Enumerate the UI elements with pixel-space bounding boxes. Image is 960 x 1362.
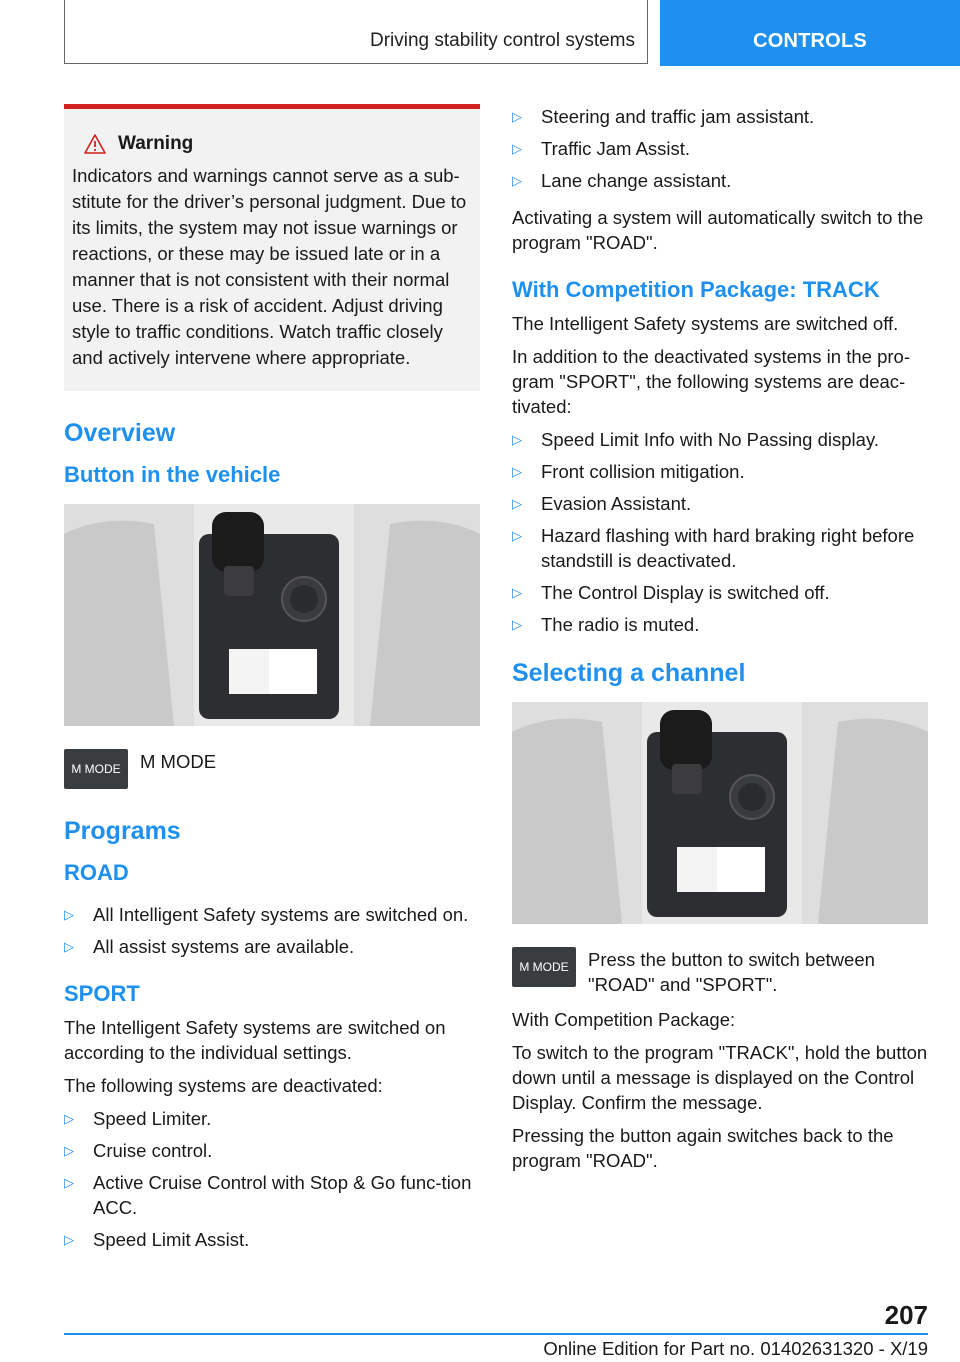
warning-title: Warning xyxy=(118,133,194,154)
center-console-photo xyxy=(64,504,480,726)
selecting-channel-heading: Selecting a channel xyxy=(512,659,746,687)
press-button-text: Press the button to switch between "ROAD" and "SPORT". xyxy=(588,949,875,995)
sport-list-left xyxy=(64,1106,480,1252)
mmode-caption-row xyxy=(64,749,480,789)
track-lead: In addition to the deactivated systems in the pro-gram "SPORT", the following systems are deac-tivated: xyxy=(512,346,910,417)
sport-list-right xyxy=(512,104,930,193)
list-item: ▷ Cruise control. xyxy=(64,1140,213,1161)
list-item: ▷ Hazard flashing with hard braking right before standstill is deactivated. xyxy=(512,525,915,571)
list-item: ▷ Speed Limit Info with No Passing display. xyxy=(512,429,879,450)
footer-edition: Online Edition for Part no. 01402631320 - X/19 xyxy=(543,1338,928,1359)
switch-back-text: Pressing the button again switches back to the program "ROAD". xyxy=(512,1125,894,1171)
list-item: ▷ The Control Display is switched off. xyxy=(512,582,830,603)
header-section-label: CONTROLS xyxy=(753,30,867,52)
track-switch-text: To switch to the program "TRACK", hold the button down until a message is displayed on the Control Display. Confirm the message. xyxy=(512,1042,928,1113)
bullet-triangle-icon: ▷ xyxy=(512,432,522,447)
bullet-triangle-icon: ▷ xyxy=(512,585,522,600)
list-item: ▷ Traffic Jam Assist. xyxy=(512,138,691,159)
bullet-triangle-icon: ▷ xyxy=(512,496,522,511)
list-item: ▷ Front collision mitigation. xyxy=(512,461,745,482)
left-column xyxy=(64,104,480,1264)
road-list xyxy=(64,902,480,959)
bullet-triangle-icon: ▷ xyxy=(64,939,74,954)
sport-note: Activating a system will automatically switch to the program "ROAD". xyxy=(512,207,924,253)
bullet-triangle-icon: ▷ xyxy=(64,907,74,922)
bullet-triangle-icon: ▷ xyxy=(512,141,522,156)
overview-heading: Overview xyxy=(64,419,176,447)
list-item: ▷ Steering and traffic jam assistant. xyxy=(512,106,815,127)
warning-text: Indicators and warnings cannot serve as a sub-stitute for the driver’s personal judgment. Due to its limits, the system may not issue warnings or reactions, or these may be issued late or in a manner that is not consistent with their normal use. There is a risk of accident. Adjust driving style to traffic conditions. Watch traffic closely and actively intervene where appropriate. xyxy=(72,165,467,368)
list-item: ▷ Lane change assistant. xyxy=(512,170,732,191)
list-item: ▷ Speed Limit Assist. xyxy=(64,1229,250,1250)
sport-intro: The Intelligent Safety systems are switched on according to the individual settings. xyxy=(64,1017,446,1063)
programs-heading: Programs xyxy=(64,817,181,845)
mmode-button-icon: M MODE xyxy=(64,749,128,789)
mmode-caption: M MODE xyxy=(140,751,217,772)
bullet-triangle-icon: ▷ xyxy=(64,1232,74,1247)
bullet-triangle-icon: ▷ xyxy=(512,464,522,479)
road-heading: ROAD xyxy=(64,860,129,885)
track-intro: The Intelligent Safety systems are switched off. xyxy=(512,313,899,334)
warning-triangle-icon xyxy=(84,134,106,154)
bullet-triangle-icon: ▷ xyxy=(512,173,522,188)
button-in-vehicle-heading: Button in the vehicle xyxy=(64,462,281,487)
mmode-button-icon: M MODE xyxy=(512,947,576,987)
list-item: ▷ All assist systems are available. xyxy=(64,936,355,957)
warning-box xyxy=(64,104,480,391)
competition-label: With Competition Package: xyxy=(512,1009,736,1030)
header-section-tab xyxy=(660,0,960,66)
bullet-triangle-icon: ▷ xyxy=(512,617,522,632)
list-item: ▷ All Intelligent Safety systems are switched on. xyxy=(64,904,469,925)
footer-divider xyxy=(64,1333,928,1335)
bullet-triangle-icon: ▷ xyxy=(512,528,522,543)
bullet-triangle-icon: ▷ xyxy=(64,1143,74,1158)
track-heading: With Competition Package: TRACK xyxy=(512,277,880,302)
right-column xyxy=(512,104,930,1181)
sport-heading: SPORT xyxy=(64,981,140,1006)
warning-header xyxy=(72,133,472,155)
track-list xyxy=(512,427,930,637)
list-item: ▷ The radio is muted. xyxy=(512,614,700,635)
list-item: ▷ Active Cruise Control with Stop & Go func-tion ACC. xyxy=(64,1172,472,1218)
header-chapter-box xyxy=(64,0,648,64)
list-item: ▷ Evasion Assistant. xyxy=(512,493,692,514)
header-chapter-title: Driving stability control systems xyxy=(369,30,635,51)
mmode-press-row xyxy=(512,947,930,997)
sport-lead: The following systems are deactivated: xyxy=(64,1075,383,1096)
bullet-triangle-icon: ▷ xyxy=(64,1175,74,1190)
page-number: 207 xyxy=(884,1300,928,1330)
center-console-photo xyxy=(512,702,928,924)
list-item: ▷ Speed Limiter. xyxy=(64,1108,212,1129)
bullet-triangle-icon: ▷ xyxy=(512,109,522,124)
bullet-triangle-icon: ▷ xyxy=(64,1111,74,1126)
